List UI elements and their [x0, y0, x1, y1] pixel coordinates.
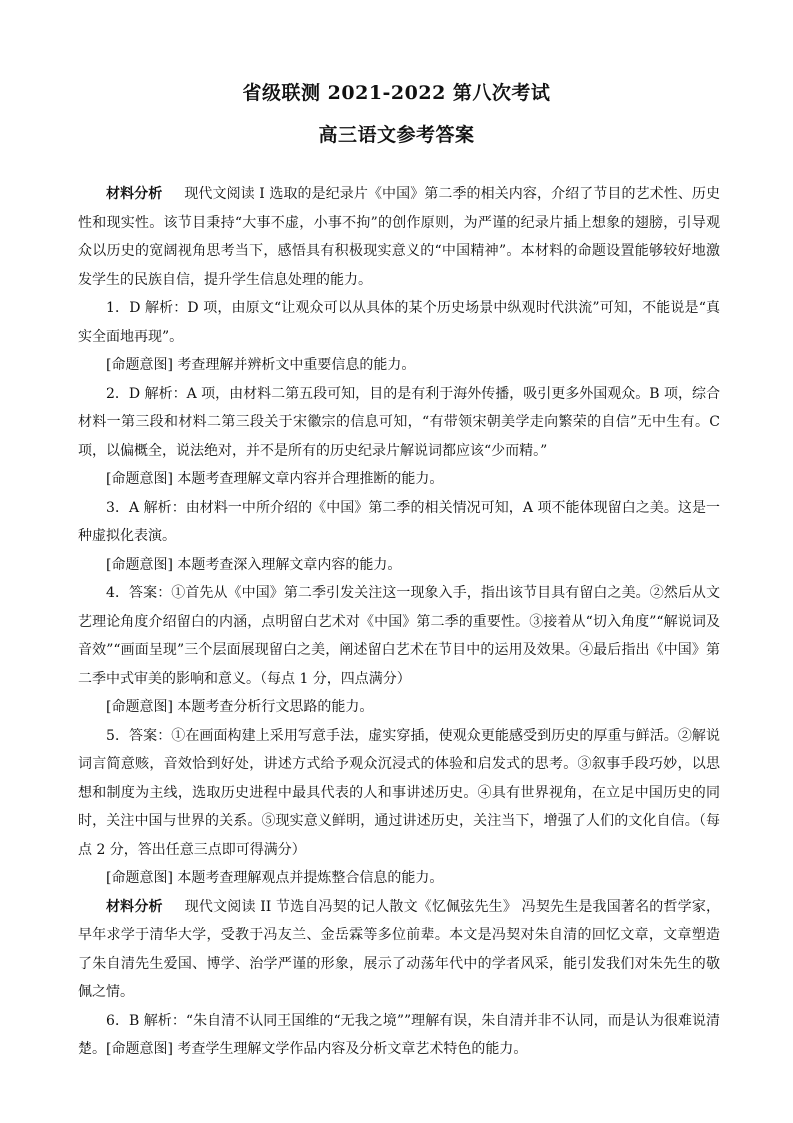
intent-1: [命题意图] 考查理解并辨析文中重要信息的能力。 — [106, 357, 416, 373]
answer-2: 2．D 解析：A 项，由材料二第五段可知，目的是有利于海外传播，吸引更多外国观众。B 项，综合材料一第三段和材料二第三段关于宋徽宗的信息可知，“有带领宋朝美学走向繁荣的自信”无中生有。C 项，以偏概全，说法绝对，并不是所有的历史纪录片解说词都应该“少而精。” — [78, 385, 720, 459]
answer-3: 3．A 解析：由材料一中所介绍的《中国》第二季的相关情况可知，A 项不能体现留白之美。这是一种虚拟化表演。 — [78, 499, 720, 544]
answer-content — [78, 180, 720, 1064]
section-label: 材料分析 — [106, 898, 163, 915]
answer-6: 6．B 解析：“朱自清不认同王国维的“无我之境””理解有误，朱自清并非不认同，而是认为很难说清楚。[命题意图] 考查学生理解文学作品内容及分析文章艺术特色的能力。 — [78, 1012, 720, 1057]
answer-4: 4．答案：①首先从《中国》第二季引发关注这一现象入手，指出该节目具有留白之美。②然后从文艺理论角度介绍留白的内涵，点明留白艺术对《中国》第二季的重要性。③接着从“切入角度”“解说词及音效”“画面呈现”三个层面展现留白之美，阐述留白艺术在节目中的运用及效果。④最后指出《中国》第二季中式审美的影响和意义。（每点 1 分，四点满分） — [78, 585, 720, 687]
intent-5: [命题意图] 本题考查理解观点并提炼整合信息的能力。 — [106, 870, 444, 886]
paragraph-text: 现代文阅读 I 选取的是纪录片《中国》第二季的相关内容，介绍了节目的艺术性、历史性和现实性。该节目秉持“大事不虚，小事不拘”的创作原则，为严谨的纪录片插上想象的翅膀，引导观众以历史的宽阔视角思考当下，感悟具有积极现实意义的“中国精神”。本材料的命题设置能够较好地激发学生的民族自信，提升学生信息处理的能力。 — [78, 186, 720, 288]
document-title: 省级联测 2021-2022 第八次考试 — [242, 82, 551, 104]
material-analysis-2 — [78, 893, 720, 1007]
document-subtitle: 高三语文参考答案 — [318, 124, 475, 146]
paragraph-text: 现代文阅读 II 节选自冯契的记人散文《忆佩弦先生》 冯契先生是我国著名的哲学家，早年求学于清华大学，受教于冯友兰、金岳霖等多位前辈。本文是冯契对朱自清的回忆文章，文章塑造了朱自清先生爱国、博学、治学严谨的形象，展示了动荡年代中的学者风采，能引发我们对朱先生的敬佩之情。 — [78, 898, 720, 1000]
intent-2: [命题意图] 本题考查理解文章内容并合理推断的能力。 — [106, 471, 444, 487]
material-analysis-1 — [78, 180, 720, 294]
answer-1: 1．D 解析：D 项，由原文“让观众可以从具体的某个历史场景中纵观时代洪流”可知，不能说是“真实全面地再现”。 — [78, 300, 720, 345]
section-label: 材料分析 — [106, 186, 163, 202]
answer-5: 5．答案：①在画面构建上采用写意手法，虚实穿插，使观众更能感受到历史的厚重与鲜活。②解说词言简意赅，音效恰到好处，讲述方式给予观众沉浸式的体验和启发式的思考。③叙事手段巧妙，以思想和制度为主线，选取历史进程中最具代表的人和事讲述历史。④具有世界视角，在立足中国历史的同时，关注中国与世界的关系。⑤现实意义鲜明，通过讲述历史，关注当下，增强了人们的文化自信。（每点 2 分，答出任意三点即可得满分） — [78, 727, 720, 858]
intent-4: [命题意图] 本题考查分析行文思路的能力。 — [106, 699, 374, 715]
intent-3: [命题意图] 本题考查深入理解文章内容的能力。 — [106, 556, 402, 573]
